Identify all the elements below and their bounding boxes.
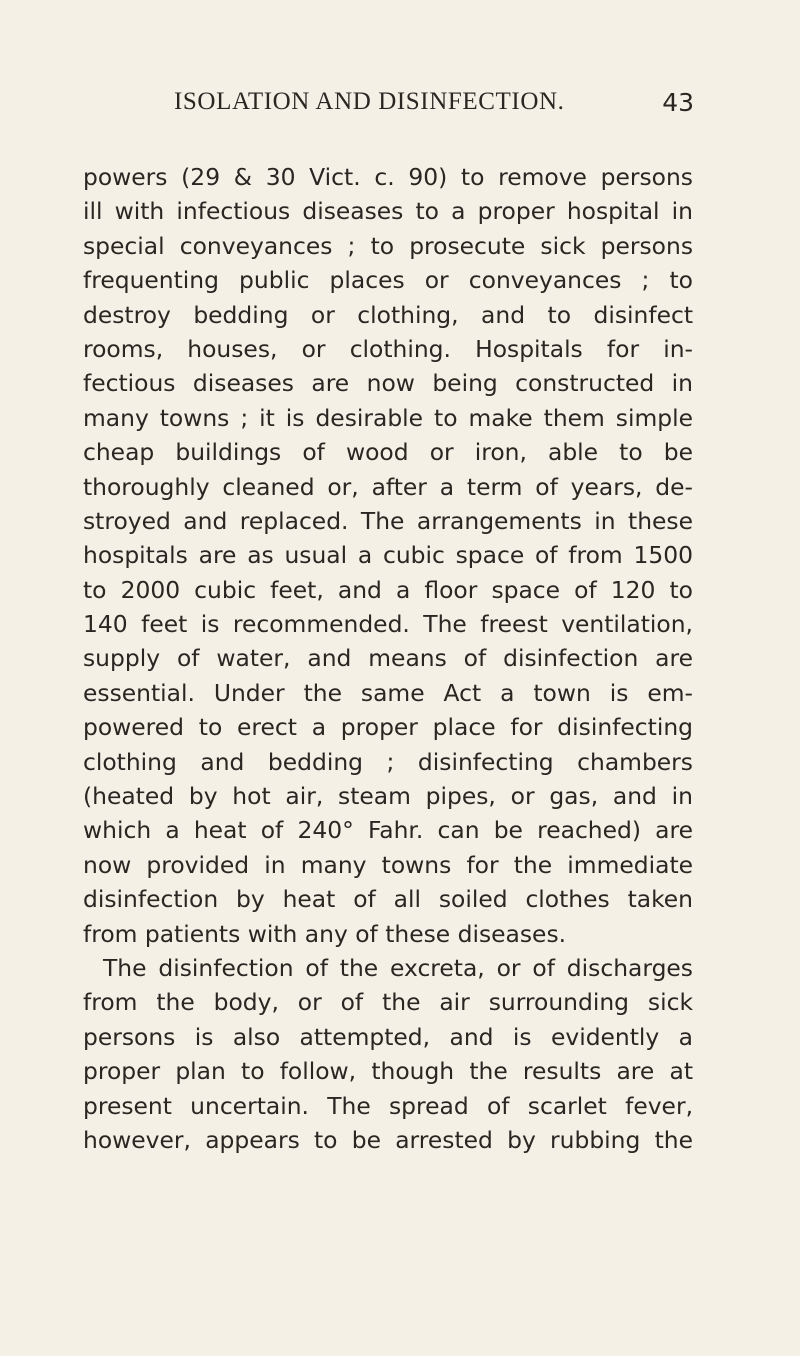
- text-line: clothing and bedding ; disinfecting chambers: [83, 747, 693, 776]
- text-line: supply of water, and means of disinfection are: [83, 644, 693, 673]
- text-line: (heated by hot air, steam pipes, or gas, and in: [83, 782, 693, 811]
- page-number: 43: [662, 88, 694, 117]
- page-header: [174, 88, 694, 128]
- text-line: powered to erect a proper place for disinfecting: [83, 713, 693, 742]
- text-line: powers (29 & 30 Vict. c. 90) to remove persons: [83, 163, 693, 191]
- paragraph-end-line: from patients with any of these diseases.: [83, 919, 567, 948]
- text-line: proper plan to follow, though the results are at: [83, 1057, 693, 1086]
- text-line: now provided in many towns for the immediate: [83, 850, 693, 879]
- text-line: disinfection by heat of all soiled clothes taken: [83, 885, 693, 914]
- text-line: fectious diseases are now being constructed in: [83, 369, 693, 398]
- paragraph-start-line: The disinfection of the excreta, or of discharges: [103, 953, 693, 982]
- text-line: persons is also attempted, and is evidently a: [83, 1022, 693, 1051]
- text-line: many towns ; it is desirable to make them simple: [83, 403, 693, 432]
- text-line: essential. Under the same Act a town is em-: [83, 678, 693, 707]
- text-line: cheap buildings of wood or iron, able to be: [83, 438, 693, 467]
- text-line: ill with infectious diseases to a proper hospital in: [83, 197, 693, 226]
- text-line: 140 feet is recommended. The freest ventilation,: [83, 610, 693, 639]
- text-line: from the body, or of the air surrounding sick: [83, 988, 693, 1017]
- text-line: stroyed and replaced. The arrangements in these: [83, 506, 693, 535]
- text-line: present uncertain. The spread of scarlet fever,: [83, 1091, 693, 1120]
- text-line: however, appears to be arrested by rubbing the: [83, 1125, 693, 1154]
- text-line: hospitals are as usual a cubic space of from 1500: [83, 541, 693, 570]
- text-line: rooms, houses, or clothing. Hospitals for in-: [83, 334, 693, 363]
- body-text: [83, 160, 693, 1157]
- text-line: to 2000 cubic feet, and a floor space of 120 to: [83, 575, 693, 604]
- text-line: which a heat of 240° Fahr. can be reached) are: [83, 816, 693, 845]
- text-line: thoroughly cleaned or, after a term of years, de-: [83, 472, 693, 501]
- text-line: destroy bedding or clothing, and to disinfect: [83, 300, 693, 329]
- running-title: ISOLATION AND DISINFECTION.: [174, 88, 565, 115]
- text-line: frequenting public places or conveyances ; to: [83, 266, 693, 295]
- text-line: special conveyances ; to prosecute sick persons: [83, 231, 693, 260]
